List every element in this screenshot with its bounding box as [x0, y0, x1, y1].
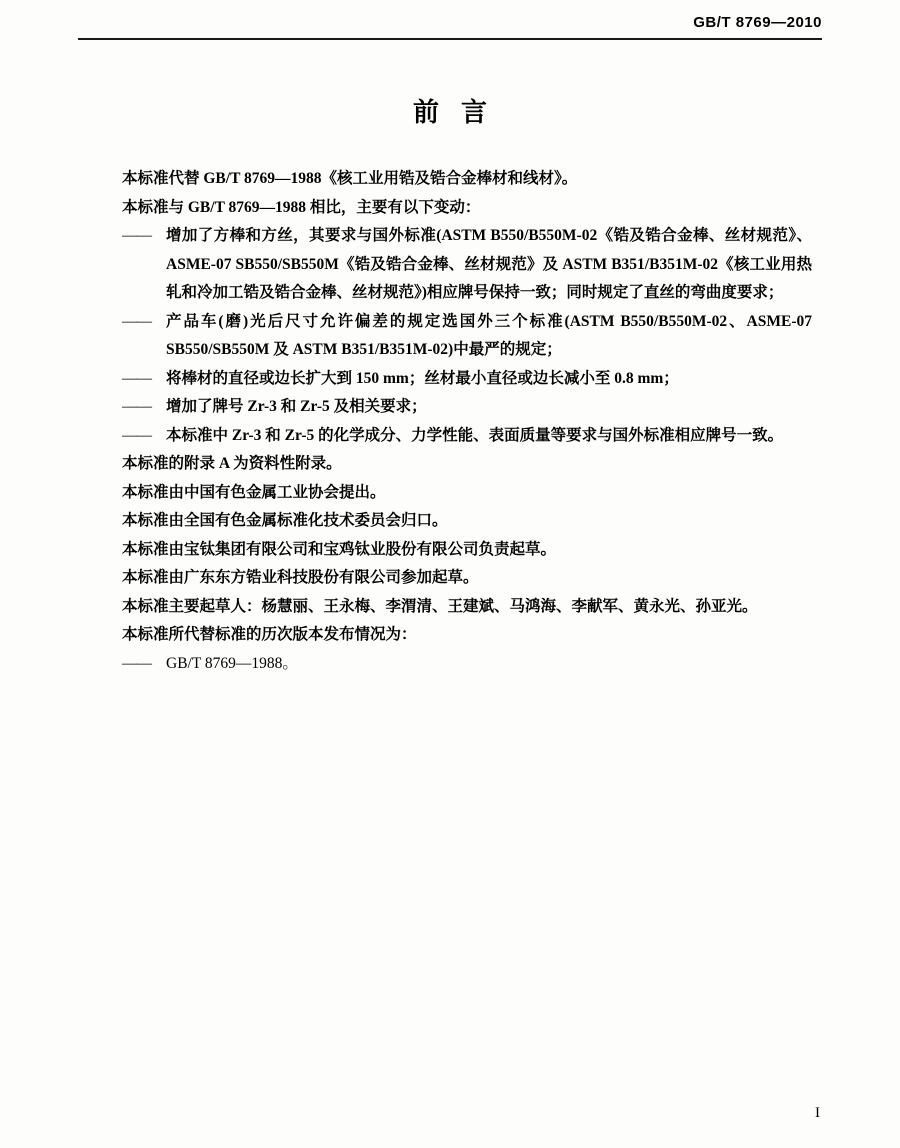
list-item [122, 393, 812, 422]
dash-marker: —— [122, 654, 151, 672]
list-item [122, 222, 812, 308]
list-item [122, 365, 812, 394]
page-title: 前言 [412, 97, 509, 127]
list-item-text: 本标准中 Zr-3 和 Zr-5 的化学成分、力学性能、表面质量等要求与国外标准相应牌号一致。 [166, 426, 784, 444]
dash-marker: —— [122, 312, 151, 330]
paragraph: 本标准的附录 A 为资料性附录。 [122, 455, 342, 472]
paragraph: 本标准由广东东方锆业科技股份有限公司参加起草。 [122, 569, 479, 586]
header-divider [78, 38, 822, 40]
paragraph: 本标准由中国有色金属工业协会提出。 [122, 483, 386, 501]
list-item-text: GB/T 8769—1988。 [166, 654, 298, 672]
list-item-text: 增加了方棒和方丝，其要求与国外标准(ASTM B550/B550M-02《锆及锆合金棒、丝材规范》、ASME-07 SB550/SB550M《锆及锆合金棒、丝材规范》及 ASTM B351/B351M-02《核工业用热轧和冷加工锆及锆合金棒、丝材规范》)相应牌号保持一致；同时规定了直丝的弯曲度要求； [166, 227, 812, 301]
paragraph: 本标准主要起草人：杨慧丽、王永梅、李渭清、王建斌、马鸿海、李献军、黄永光、孙亚光。 [122, 597, 758, 615]
dash-marker: —— [122, 398, 151, 415]
paragraph: 本标准代替 GB/T 8769—1988《核工业用锆及锆合金棒材和线材》。 [122, 170, 578, 187]
list-item-text: 将棒材的直径或边长扩大到 150 mm；丝材最小直径或边长减小至 0.8 mm； [166, 369, 679, 387]
paragraph: 本标准由宝钛集团有限公司和宝鸡钛业股份有限公司负责起草。 [122, 540, 557, 558]
paragraph: 本标准所代替标准的历次版本发布情况为： [122, 626, 417, 643]
dash-marker: —— [122, 426, 151, 444]
list-item [122, 422, 812, 451]
list-item-text: 增加了牌号 Zr-3 和 Zr-5 及相关要求； [166, 398, 427, 415]
dash-marker: —— [122, 369, 151, 387]
list-item-text: 产品车(磨)光后尺寸允许偏差的规定选国外三个标准(ASTM B550/B550M-02、ASME-07 SB550/SB550M 及 ASTM B351/B351M-02)中最严的规定； [166, 312, 812, 358]
standard-number: GB/T 8769—2010 [693, 14, 822, 31]
dash-marker: —— [122, 227, 151, 244]
page-header [78, 14, 822, 40]
list-item [122, 650, 812, 679]
foreword-body [122, 165, 812, 678]
page-number: I [815, 1105, 820, 1121]
paragraph: 本标准与 GB/T 8769—1988 相比，主要有以下变动： [122, 198, 481, 216]
paragraph: 本标准由全国有色金属标准化技术委员会归口。 [122, 512, 448, 529]
list-item [122, 308, 812, 365]
